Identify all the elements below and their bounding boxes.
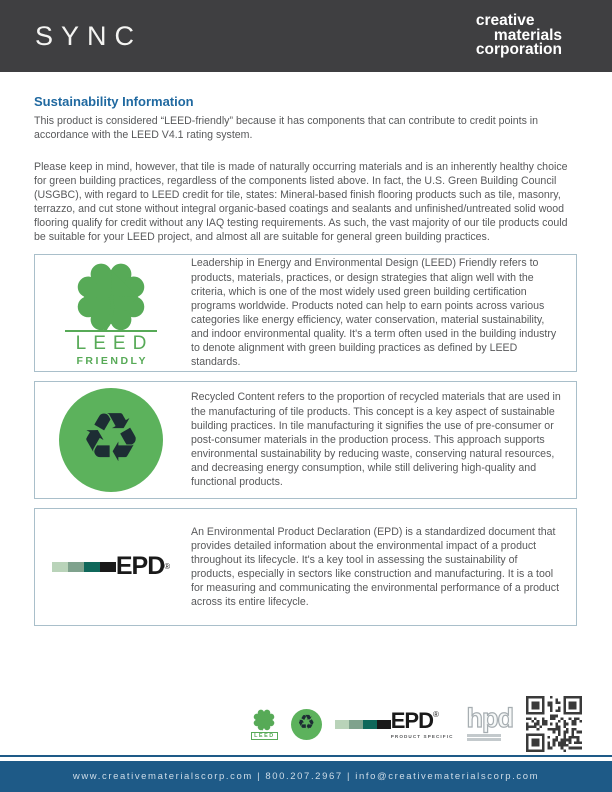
hpd-badge-caption xyxy=(467,733,501,741)
epd-gradient-bar xyxy=(335,720,391,729)
certification-badges xyxy=(251,694,582,754)
brand-line: materials xyxy=(493,26,562,44)
epd-badge-label: EPD xyxy=(390,707,433,733)
epd-registered-mark: ® xyxy=(164,562,171,572)
leed-badge-label: LEED xyxy=(251,732,278,740)
recycle-icon: ♻ xyxy=(59,388,163,492)
epd-gradient-bar xyxy=(52,562,116,572)
header xyxy=(0,0,612,72)
card-recycled-content xyxy=(34,381,577,499)
epd-logo xyxy=(52,554,170,579)
company-logo xyxy=(476,14,562,58)
body-paragraph: Please keep in mind, however, that tile is made of naturally occurring materials and is an inherently healthy choice for green building practices, regardless of the components listed above. In fact, the U.S. Green Building Council (USGBC), with regard to LEED credit for tile, states: Mineral-based finish flooring products such as tile, masonry, terrazzo, and cut stone without integral organic-based coatings and sealants and unfinished/untreated solid wood flooring qualify for credit without any IAQ testing requirements. As such, the vast majority of our tile products could be suitable for your LEED project, and almost all are suitable for general green building practices. xyxy=(34,160,568,243)
recycle-badge-icon: ♻ xyxy=(291,709,322,740)
leed-logo-subtext: FRIENDLY xyxy=(76,354,149,367)
brand-line: corporation xyxy=(475,41,562,59)
card-epd xyxy=(34,508,577,626)
leed-friendly-logo xyxy=(45,259,177,367)
leed-logo-rule xyxy=(65,330,157,332)
footer xyxy=(0,761,612,792)
footer-contact-links[interactable]: www.creativematerialscorp.com | 800.207.2967 | info@creativematerialscorp.com xyxy=(72,771,540,782)
content-area xyxy=(0,72,612,626)
epd-logo-text: EPD xyxy=(115,552,165,581)
epd-badge xyxy=(335,707,454,739)
epd-badge-subtext: PRODUCT SPECIFIC xyxy=(390,733,454,739)
sync-logo: SYNC xyxy=(35,20,143,51)
brand-line: creative xyxy=(475,12,535,30)
hpd-badge-label: hpd xyxy=(466,703,513,734)
leed-badge xyxy=(251,708,278,740)
epd-registered-mark: ® xyxy=(432,709,439,719)
hpd-badge xyxy=(466,703,513,741)
intro-paragraph: This product is considered “LEED-friendly” because it has components that can contribute to credit points in accordance with the LEED V4.1 rating system. xyxy=(34,115,539,141)
clover-icon xyxy=(69,259,153,332)
card-leed-friendly xyxy=(34,254,577,372)
leed-logo-text: LEED xyxy=(75,332,154,354)
footer-divider xyxy=(0,755,612,757)
leed-friendly-description: Leadership in Energy and Environmental Design (LEED) Friendly refers to products, materials, practices, or design strategies that align well with the criteria, which is one of the most widely used green building certification programs worldwide. Products noted can help to earn points across various categories like energy efficiency, water conservation, material sustainability, and indoor environmental quality. It's a term often used in the building industry to denote alignment with green building practices as defined by LEED standards. xyxy=(191,257,557,368)
recycled-content-description: Recycled Content refers to the proportion of recycled materials that are used in the manufacturing of tile products. This concept is a key aspect of sustainable building practices. In tile manufacturing it signifies the use of pre-consumer or post-consumer materials in the production process. This approach supports environmental sustainability by reducing waste, conserving natural resources, and decreasing energy consumption, while still delivering high-quality and functional products. xyxy=(191,391,561,488)
clover-icon xyxy=(251,708,277,731)
qr-code xyxy=(526,696,582,752)
epd-description: An Environmental Product Declaration (EPD) is a standardized document that provides detailed information about the environmental impact of a product throughout its lifecycle. It's a key tool in assessing the sustainability of products, especially in sectors like construction and manufacturing. It is a tool for measuring and communicating the environmental performance of a product across its entire lifecycle. xyxy=(191,525,560,608)
page-title: Sustainability Information xyxy=(34,94,194,109)
